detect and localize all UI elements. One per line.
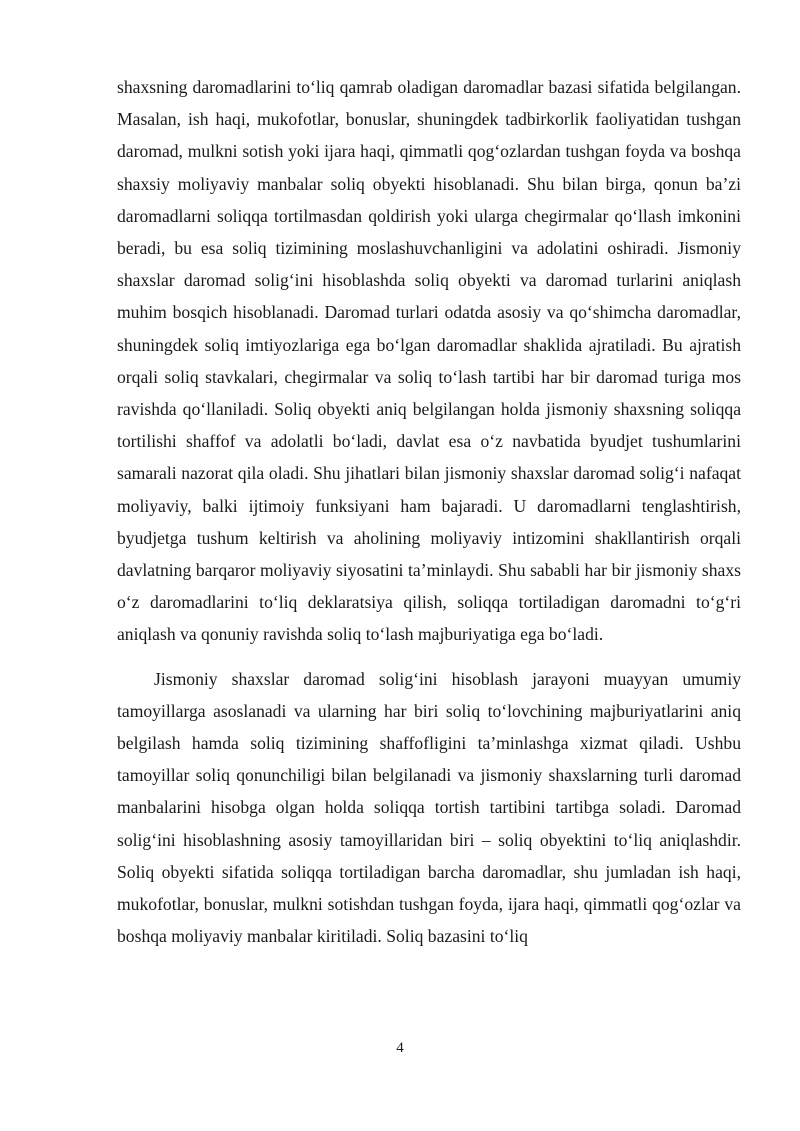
body-paragraph-2: Jismoniy shaxslar daromad solig‘ini hisoblash jarayoni muayyan umumiy tamoyillarga asoslanadi va ularning har biri soliq to‘lovchining majburiyatlarini aniq belgilash hamda soliq tizimining shaffofligini ta’minlashga xizmat qiladi. Ushbu tamoyillar soliq qonunchiligi bilan belgilanadi va jismoniy shaxslarning turli daromad manbalarini hisobga olgan holda soliqqa tortish tartibini tartibga soladi. Daromad solig‘ini hisoblashning asosiy tamoyillaridan biri – soliq obyektini to‘liq aniqlashdir. Soliq obyekti sifatida soliqqa tortiladigan barcha daromadlar, shu jumladan ish haqi, mukofotlar, bonuslar, mulkni sotishdan tushgan foyda, ijara haqi, qimmatli qog‘ozlar va boshqa moliyaviy manbalar kiritiladi. Soliq bazasini to‘liq xyxy=(117,668,741,947)
page-number: 4 xyxy=(396,1040,404,1056)
document-page xyxy=(117,71,741,952)
body-paragraph-1: shaxsning daromadlarini to‘liq qamrab oladigan daromadlar bazasi sifatida belgilangan. Masalan, ish haqi, mukofotlar, bonuslar, shuningdek tadbirkorlik faoliyatidan tushgan daromad, mulkni sotish yoki ijara haqi, qimmatli qog‘ozlardan tushgan foyda va boshqa shaxsiy moliyaviy manbalar soliq obyekti hisoblanadi. Shu bilan birga, qonun ba’zi daromadlarni soliqqa tortilmasdan qoldirish yoki ularga chegirmalar qo‘llash imkonini beradi, bu esa soliq tizimining moslashuvchanligini va adolatini oshiradi. Jismoniy shaxslar daromad solig‘ini hisoblashda soliq obyekti va daromad turlarini aniqlash muhim bosqich hisoblanadi. Daromad turlari odatda asosiy va qo‘shimcha daromadlar, shuningdek soliq imtiyozlariga ega bo‘lgan daromadlar shaklida ajratiladi. Bu ajratish orqali soliq stavkalari, chegirmalar va soliq to‘lash tartibi har bir daromad turiga mos ravishda qo‘llaniladi. Soliq obyekti aniq belgilangan holda jismoniy shaxsning soliqqa tortilishi shaffof va adolatli bo‘ladi, davlat esa o‘z navbatida byudjet tushumlarini samarali nazorat qila oladi. Shu jihatlari bilan jismoniy shaxslar daromad solig‘i nafaqat moliyaviy, balki ijtimoiy funksiyani ham bajaradi. U daromadlarni tenglashtirish, byudjetga tushum keltirish va aholining moliyaviy intizomini shakllantirish orqali davlatning barqaror moliyaviy siyosatini ta’minlaydi. Shu sababli har bir jismoniy shaxs o‘z daromadlarini to‘liq deklaratsiya qilish, soliqqa tortiladigan daromadni to‘g‘ri aniqlash va qonuniy ravishda soliq to‘lash majburiyatiga ega bo‘ladi. xyxy=(117,77,741,645)
